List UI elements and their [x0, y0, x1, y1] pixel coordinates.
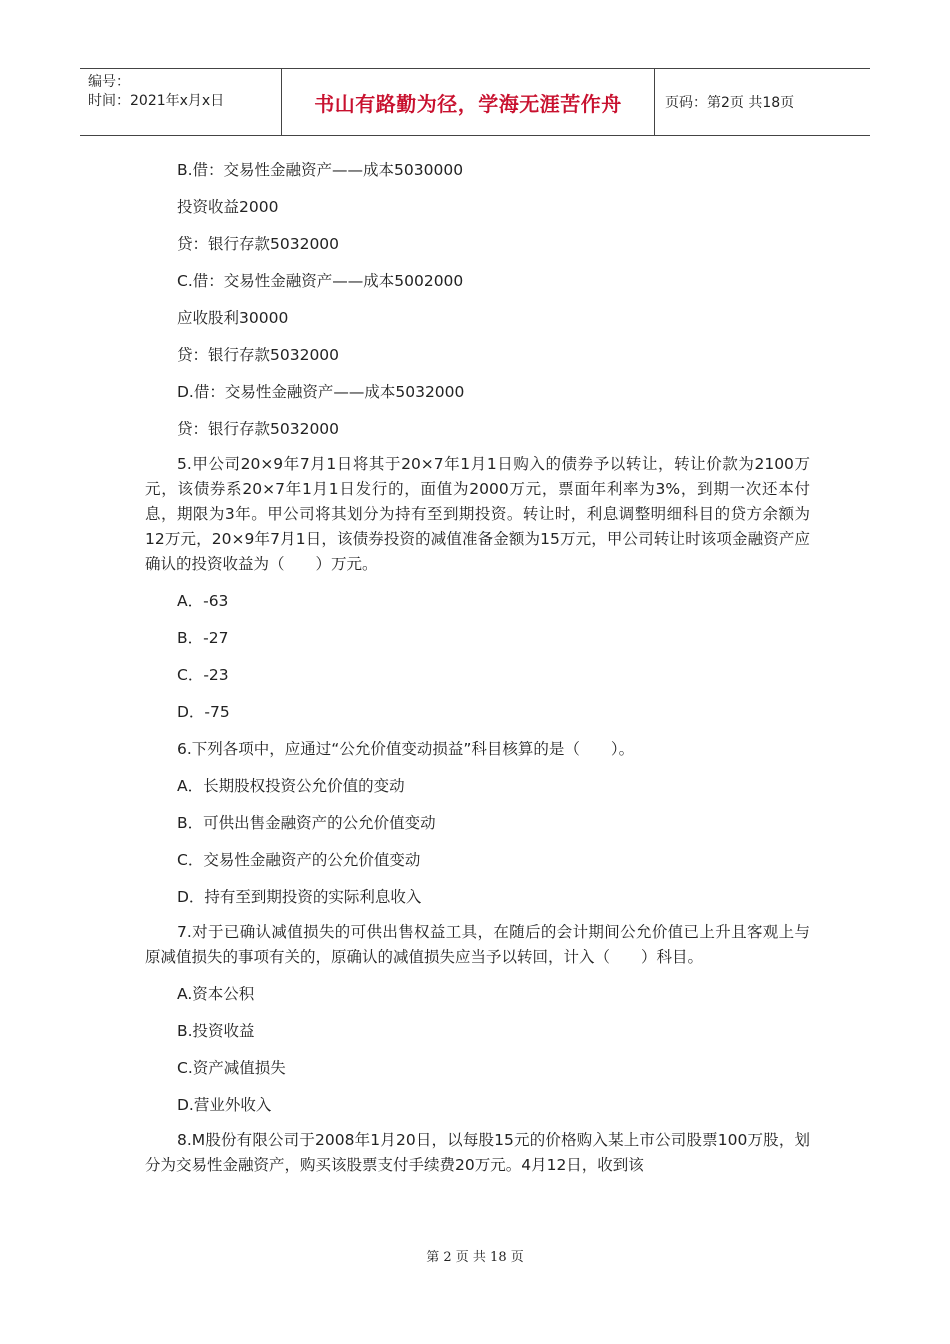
- header-meta: [80, 69, 282, 135]
- option-line: B．可供出售金融资产的公允价值变动: [177, 814, 436, 832]
- question-7: 7.对于已确认减值损失的可供出售权益工具，在随后的会计期间公允价值已上升且客观上与原减值损失的事项有关的，原确认的减值损失应当予以转回，计入（ ）科目。: [145, 923, 810, 966]
- option-line: D．持有至到期投资的实际利息收入: [177, 888, 422, 906]
- header-motto: 书山有路勤为径，学海无涯苦作舟: [282, 69, 655, 135]
- answer-line: 贷：银行存款5032000: [177, 235, 340, 253]
- option-line: D．-75: [177, 703, 230, 721]
- option-line: A．长期股权投资公允价值的变动: [177, 777, 405, 795]
- option-line: C．-23: [177, 666, 229, 684]
- option-line: D.营业外收入: [177, 1096, 272, 1114]
- answer-line: 应收股利30000: [177, 309, 289, 327]
- answer-line: 贷：银行存款5032000: [177, 346, 340, 364]
- option-line: A.资本公积: [177, 985, 255, 1003]
- option-line: C．交易性金融资产的公允价值变动: [177, 851, 421, 869]
- answer-line: D.借：交易性金融资产——成本5032000: [177, 383, 465, 401]
- question-5: 5.甲公司20×9年7月1日将其于20×7年1月1日购入的债券予以转让，转让价款为2100万元，该债券系20×7年1月1日发行的，面值为2000万元，票面年利率为3%，到期一次还本付息，期限为3年。甲公司将其划分为持有至到期投资。转让时，利息调整明细科目的贷方余额为12万元，20×9年7月1日，该债券投资的减值准备金额为15万元，甲公司转让时该项金融资产应确认的投资收益为（ ）万元。: [145, 455, 810, 573]
- answer-line: C.借：交易性金融资产——成本5002000: [177, 272, 464, 290]
- page-header: [80, 68, 870, 136]
- answer-line: 贷：银行存款5032000: [177, 420, 340, 438]
- answer-line: 投资收益2000: [177, 198, 279, 216]
- time-label: 时间：2021年x月x日: [88, 93, 225, 109]
- document-body: [145, 152, 810, 1184]
- answer-line: B.借：交易性金融资产——成本5030000: [177, 161, 464, 179]
- option-line: B.投资收益: [177, 1022, 255, 1040]
- question-8: 8.M股份有限公司于2008年1月20日，以每股15元的价格购入某上市公司股票100万股，划分为交易性金融资产，购买该股票支付手续费20万元。4月12日，收到该: [145, 1131, 810, 1174]
- question-6: 6.下列各项中，应通过“公允价值变动损益”科目核算的是（ ）。: [177, 740, 635, 758]
- option-line: C.资产减值损失: [177, 1059, 286, 1077]
- option-line: B．-27: [177, 629, 229, 647]
- page-footer: 第 2 页 共 18 页: [426, 1250, 524, 1265]
- header-page-label: 页码：第2页 共18页: [665, 95, 795, 111]
- option-line: A．-63: [177, 592, 229, 610]
- number-label: 编号：: [88, 74, 130, 90]
